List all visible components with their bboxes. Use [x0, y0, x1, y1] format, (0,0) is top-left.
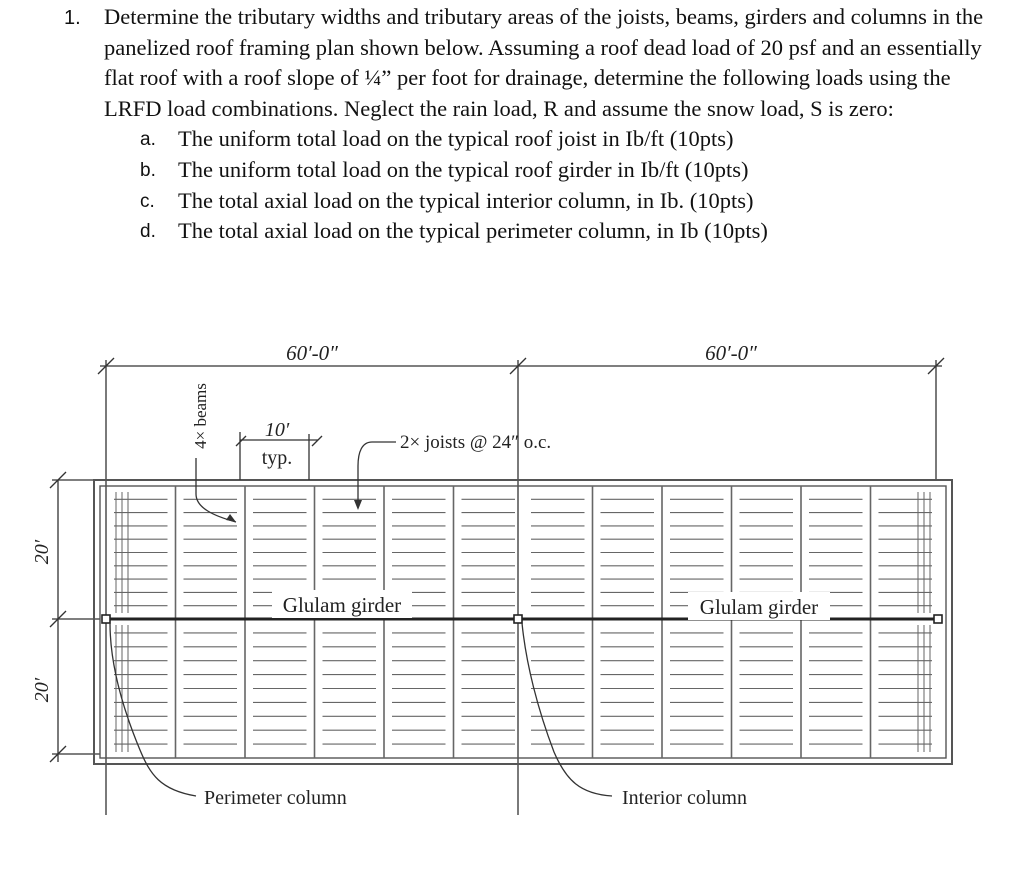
joists-and-beams [114, 486, 932, 758]
girder-label-1: Glulam girder [282, 593, 402, 617]
dim-bay-1-label: 20′ [31, 539, 53, 565]
perimeter-column-label: Perimeter column [204, 787, 347, 809]
typ-label: typ. [261, 447, 293, 469]
part-d-text: The total axial load on the typical perimeter column, in Ib (10pts) [178, 218, 768, 244]
part-a-text: The uniform total load on the typical roof joist in Ib/ft (10pts) [178, 126, 734, 152]
part-b-text: The uniform total load on the typical roof girder in Ib/ft (10pts) [178, 156, 749, 182]
girder-label-2: Glulam girder [699, 595, 819, 619]
part-c-text: The total axial load on the typical interior column, in Ib. (10pts) [178, 187, 754, 213]
part-d-label: d. [140, 221, 156, 243]
part-c-label: c. [140, 190, 155, 212]
dim-span-1-label: 60′-0″ [286, 341, 338, 365]
roof-framing-plan [0, 330, 1024, 860]
part-a [140, 124, 994, 155]
joists-leader [358, 442, 396, 506]
perimeter-column-left [102, 615, 110, 623]
part-d [140, 216, 994, 247]
part-a-label: a. [140, 129, 156, 151]
interior-column-leader [522, 623, 612, 796]
part-b [140, 155, 994, 186]
dim-bay-2-label: 20′ [31, 677, 53, 703]
problem-statement [64, 2, 994, 247]
interior-column [514, 615, 522, 623]
problem-parts [140, 124, 994, 246]
part-b-label: b. [140, 159, 156, 181]
top-dimension-lines [98, 358, 944, 815]
perimeter-column-right [934, 615, 942, 623]
beams-leader-arrow [226, 514, 236, 522]
roof-outline [94, 480, 952, 764]
perimeter-column-leader [110, 623, 196, 796]
spacing-label: 10′ [264, 419, 290, 441]
left-dimension-lines [50, 472, 100, 762]
problem-number: 1. [64, 7, 81, 29]
problem-stem: Determine the tributary widths and tributary areas of the joists, beams, girders and columns in the panelized roof framing plan shown below. Assuming a roof dead load of 20 psf and an essentially flat roof with a roof slope of ¼” per foot for drainage, determine the following loads using the LRFD load combinations. Neglect the rain load, R and assume the snow load, S is zero: [104, 4, 984, 121]
joists-label: 2× joists @ 24″ o.c. [400, 432, 552, 453]
part-c [140, 186, 994, 217]
joists-leader-arrow [354, 500, 362, 510]
dim-span-2-label: 60′-0″ [705, 341, 757, 365]
beams-label: 4× beams [191, 383, 210, 449]
interior-column-label: Interior column [622, 787, 747, 809]
